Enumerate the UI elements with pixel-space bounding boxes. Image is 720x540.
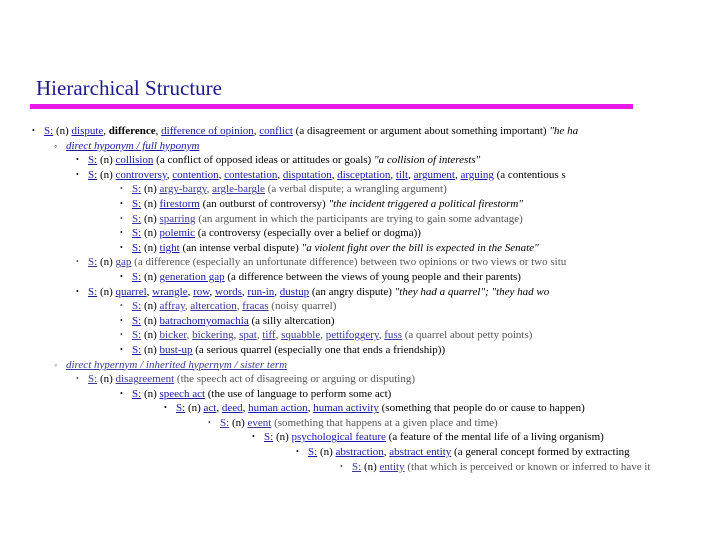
part-of-speech: (n) xyxy=(231,416,245,429)
bullet-icon: • xyxy=(120,315,123,325)
sense-link[interactable]: S: xyxy=(132,300,142,313)
word-link[interactable]: difference of opinion xyxy=(161,125,254,137)
gloss-text: (a general concept formed by extracting xyxy=(454,446,630,459)
synset-row: • S: (n) affray, altercation, fracas (noisy quarrel) xyxy=(120,300,337,313)
synset-row xyxy=(32,212,698,227)
word-link[interactable]: bicker xyxy=(159,329,187,342)
word-link[interactable]: human activity xyxy=(313,402,379,415)
sense-link[interactable]: S: xyxy=(132,314,142,327)
synset-row: • S: (n) abstraction, abstract entity (a general concept formed by extracting xyxy=(296,446,630,459)
bullet-icon: • xyxy=(296,447,299,457)
word-link[interactable]: human action xyxy=(248,402,308,415)
synset-row xyxy=(32,314,698,329)
word-link[interactable]: abstraction xyxy=(335,446,384,459)
part-of-speech: (n) xyxy=(143,227,157,240)
word-link[interactable]: deed xyxy=(221,402,243,415)
part-of-speech: (n) xyxy=(99,168,113,181)
bullet-icon: • xyxy=(340,461,343,471)
part-of-speech: (n) xyxy=(143,270,157,283)
sense-link[interactable]: S: xyxy=(264,431,274,444)
gloss-text: (noisy quarrel) xyxy=(271,300,337,313)
part-of-speech: (n) xyxy=(363,460,377,473)
bullet-icon: • xyxy=(164,403,167,413)
word-link[interactable]: quarrel xyxy=(115,285,147,298)
sense-link[interactable]: S: xyxy=(132,183,142,196)
synset-row xyxy=(32,430,698,445)
sense-link[interactable]: S: xyxy=(44,125,54,137)
part-of-speech: (n) xyxy=(319,446,333,459)
synset-row xyxy=(32,372,698,387)
gloss-text: (the speech act of disagreeing or arguing or disputing) xyxy=(176,373,415,386)
wordnet-hierarchy xyxy=(32,124,698,473)
word-link[interactable]: fracas xyxy=(242,300,269,313)
bullet-icon: • xyxy=(120,330,123,340)
bullet-icon: • xyxy=(76,169,79,179)
gloss-text: (a conflict of opposed ideas or attitudes or goals) xyxy=(156,154,372,167)
part-of-speech: (n) xyxy=(55,125,69,137)
sense-link[interactable]: S: xyxy=(176,402,186,415)
synset-row xyxy=(32,387,698,402)
sense-link[interactable]: S: xyxy=(132,329,142,342)
bullet-icon: • xyxy=(120,213,123,223)
example-text: "they had a quarrel"; "they had wo xyxy=(394,285,550,298)
part-of-speech: (n) xyxy=(143,212,157,225)
synset-row xyxy=(32,241,698,256)
word-link[interactable]: event xyxy=(247,416,272,429)
bullet-icon: • xyxy=(76,257,79,267)
word-link[interactable]: dispute xyxy=(71,125,104,137)
relation-link[interactable]: direct hyponym / full hyponym xyxy=(66,139,200,152)
word-link[interactable]: tilt xyxy=(395,168,409,181)
part-of-speech: (n) xyxy=(99,285,113,298)
word-link[interactable]: gap xyxy=(115,256,132,269)
bullet-icon: • xyxy=(76,286,79,296)
bullet-icon: • xyxy=(120,271,123,281)
word-link[interactable]: generation gap xyxy=(159,270,225,283)
sense-link[interactable]: S: xyxy=(220,416,230,429)
word-link[interactable]: altercation xyxy=(190,300,237,313)
word-link[interactable]: contention xyxy=(172,168,219,181)
slide-title: Hierarchical Structure xyxy=(36,76,222,100)
word-link[interactable]: disputation xyxy=(282,168,332,181)
part-of-speech: (n) xyxy=(99,256,113,269)
word-link[interactable]: affray xyxy=(159,300,185,313)
word-link[interactable]: dustup xyxy=(279,285,310,298)
synset-row: • S: (n) dispute, difference, difference of opinion, conflict (a disagreement or argument about something important) "he ha xyxy=(32,125,579,137)
part-of-speech: (n) xyxy=(143,314,157,327)
sense-link[interactable]: S: xyxy=(132,270,142,283)
gloss-text: (a verbal dispute; a wrangling argument) xyxy=(267,183,447,196)
word-link[interactable]: argle-bargle xyxy=(212,183,265,196)
part-of-speech: (n) xyxy=(143,241,157,254)
bullet-icon: • xyxy=(120,301,123,311)
word-link[interactable]: wrangle xyxy=(152,285,188,298)
word-link[interactable]: argument xyxy=(413,168,455,181)
word-link[interactable]: pettifoggery xyxy=(325,329,379,342)
bullet-icon: • xyxy=(120,184,123,194)
synset-row xyxy=(32,153,698,168)
bullet-icon: • xyxy=(120,198,123,208)
word-link[interactable]: bust-up xyxy=(159,343,193,356)
gloss-text: (a quarrel about petty points) xyxy=(404,329,533,342)
sense-link[interactable]: S: xyxy=(132,387,142,400)
word-link[interactable]: batrachomyomachia xyxy=(159,314,249,327)
gloss-text: (an intense verbal dispute) xyxy=(182,241,299,254)
part-of-speech: (n) xyxy=(143,329,157,342)
sense-link[interactable]: S: xyxy=(88,154,98,167)
bullet-icon: • xyxy=(76,155,79,165)
word-link[interactable]: disagreement xyxy=(115,373,175,386)
synset-row: • S: (n) bicker, bickering, spat, tiff, squabble, pettifoggery, fuss (a quarrel about petty points) xyxy=(120,329,533,342)
gloss-text: (a difference (especially an unfortunate difference) between two opinions or two views or two situ xyxy=(134,256,567,269)
gloss-text: (an angry dispute) xyxy=(311,285,392,298)
word-link[interactable]: abstract entity xyxy=(389,446,452,459)
relation-link[interactable]: direct hypernym / inherited hypernym / sister term xyxy=(66,358,288,371)
synset-row xyxy=(32,139,698,154)
word-link[interactable]: controversy xyxy=(115,168,167,181)
title-underline xyxy=(30,104,633,109)
word-link[interactable]: squabble xyxy=(281,329,321,342)
word-link[interactable]: conflict xyxy=(259,125,293,137)
gloss-text: (an argument in which the participants are trying to gain some advantage) xyxy=(198,212,523,225)
word-link[interactable]: fuss xyxy=(384,329,402,342)
part-of-speech: (n) xyxy=(275,431,289,444)
gloss-text: (the use of language to perform some act) xyxy=(207,387,392,400)
part-of-speech: (n) xyxy=(143,300,157,313)
example-text: "he ha xyxy=(549,125,579,137)
synset-row xyxy=(32,270,698,285)
sense-link[interactable]: S: xyxy=(132,212,142,225)
example-text: "the incident triggered a political firestorm" xyxy=(328,197,523,210)
synset-row: • S: (n) quarrel, wrangle, row, words, run-in, dustup (an angry dispute) "they had a quarrel"; "they had wo xyxy=(76,285,550,298)
part-of-speech: (n) xyxy=(187,402,201,415)
sense-link[interactable]: S: xyxy=(88,168,98,181)
expand-toggle-icon[interactable]: ◦ xyxy=(54,140,58,151)
part-of-speech: (n) xyxy=(143,183,157,196)
part-of-speech: (n) xyxy=(99,154,113,167)
sense-link[interactable]: S: xyxy=(308,446,318,459)
part-of-speech: (n) xyxy=(143,197,157,210)
bullet-icon: • xyxy=(120,344,123,354)
example-text: "a violent fight over the bill is expected in the Senate" xyxy=(301,241,539,254)
gloss-text: (a disagreement or argument about something important) xyxy=(295,125,547,137)
synset-row: • S: (n) controversy, contention, contestation, disputation, disceptation, tilt, argument, arguing (a contentious s xyxy=(76,168,566,181)
gloss-text: (something that people do or cause to happen) xyxy=(381,402,585,415)
word-link[interactable]: act xyxy=(203,402,217,415)
synset-row xyxy=(32,197,698,212)
word-link[interactable]: run-in xyxy=(247,285,275,298)
bullet-icon: • xyxy=(120,388,123,398)
word-link[interactable]: tight xyxy=(159,241,180,254)
example-text: "a collision of interests" xyxy=(373,154,481,167)
gloss-text: (a controversy (especially over a belief or dogma)) xyxy=(197,227,421,240)
word-link[interactable]: firestorm xyxy=(159,197,200,210)
word-link[interactable]: tiff xyxy=(262,329,276,342)
word-link[interactable]: arguing xyxy=(460,168,494,181)
synset-row xyxy=(32,416,698,431)
sense-link[interactable]: S: xyxy=(132,227,142,240)
gloss-text: (a feature of the mental life of a living organism) xyxy=(388,431,604,444)
bullet-icon: • xyxy=(32,126,35,135)
sense-link[interactable]: S: xyxy=(88,256,98,269)
synset-row: • S: (n) act, deed, human action, human activity (something that people do or cause to happen) xyxy=(164,402,585,415)
synset-row xyxy=(32,343,698,358)
gloss-text: (a contentious s xyxy=(496,168,566,181)
word-link[interactable]: contestation xyxy=(224,168,278,181)
sense-link[interactable]: S: xyxy=(132,197,142,210)
word-link[interactable]: disceptation xyxy=(337,168,391,181)
synset-row xyxy=(32,255,698,270)
word-link: difference xyxy=(108,125,156,137)
synset-row xyxy=(32,460,698,475)
synset-row xyxy=(32,358,698,373)
part-of-speech: (n) xyxy=(143,387,157,400)
gloss-text: (that which is perceived or known or inferred to have it xyxy=(407,460,651,473)
bullet-icon: • xyxy=(252,432,255,442)
synset-row xyxy=(32,226,698,241)
bullet-icon: • xyxy=(120,228,123,238)
word-link[interactable]: words xyxy=(215,285,242,298)
sense-link[interactable]: S: xyxy=(88,285,98,298)
sense-link[interactable]: S: xyxy=(352,460,362,473)
sense-link[interactable]: S: xyxy=(132,241,142,254)
bullet-icon: • xyxy=(120,242,123,252)
word-link[interactable]: spat xyxy=(239,329,257,342)
word-link[interactable]: row xyxy=(193,285,210,298)
word-link[interactable]: sparring xyxy=(159,212,196,225)
sense-link[interactable]: S: xyxy=(132,343,142,356)
synset-row: • S: (n) argy-bargy, argle-bargle (a verbal dispute; a wrangling argument) xyxy=(120,183,447,196)
word-link[interactable]: speech act xyxy=(159,387,206,400)
word-link[interactable]: polemic xyxy=(159,227,195,240)
expand-toggle-icon[interactable]: ◦ xyxy=(54,359,58,370)
bullet-icon: • xyxy=(208,417,211,427)
word-link[interactable]: entity xyxy=(379,460,405,473)
word-link[interactable]: collision xyxy=(115,154,154,167)
word-link[interactable]: bickering xyxy=(192,329,234,342)
sense-link[interactable]: S: xyxy=(88,373,98,386)
gloss-text: (an outburst of controversy) xyxy=(202,197,326,210)
word-link[interactable]: psychological feature xyxy=(291,431,386,444)
gloss-text: (something that happens at a given place and time) xyxy=(274,416,498,429)
part-of-speech: (n) xyxy=(143,343,157,356)
gloss-text: (a serious quarrel (especially one that ends a friendship)) xyxy=(195,343,446,356)
part-of-speech: (n) xyxy=(99,373,113,386)
gloss-text: (a difference between the views of young people and their parents) xyxy=(227,270,521,283)
word-link[interactable]: argy-bargy xyxy=(159,183,207,196)
gloss-text: (a silly altercation) xyxy=(251,314,335,327)
bullet-icon: • xyxy=(76,374,79,384)
